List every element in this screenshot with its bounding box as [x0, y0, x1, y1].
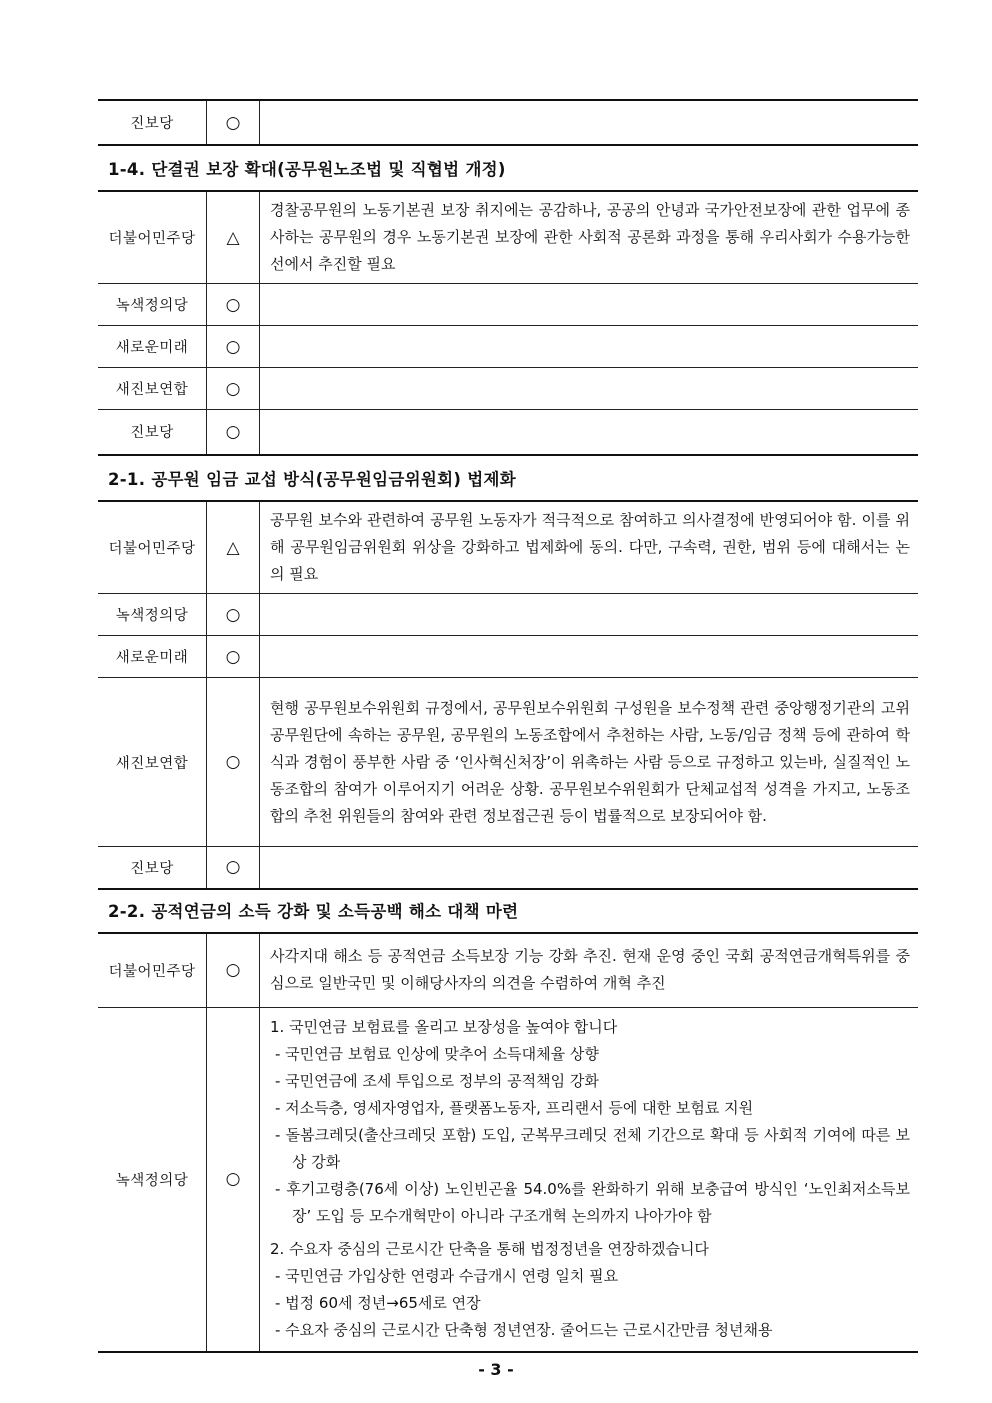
stance-detail: [260, 636, 919, 678]
party-name: 진보당: [98, 410, 207, 455]
stance-mark: ○: [207, 678, 260, 847]
list-item: - 후기고령층(76세 이상) 노인빈곤율 54.0%를 완화하기 위해 보충급여 방식인 ‘노인최저소득보장’ 도입 등 모수개혁만이 아니라 구조개혁 논의까지 나아가야 함: [275, 1180, 910, 1226]
page-number: - 3 -: [478, 1360, 514, 1379]
table-row: [98, 636, 918, 678]
pension-item-2: 2. 수요자 중심의 근로시간 단축을 통해 법정정년을 연장하겠습니다: [270, 1240, 709, 1259]
stance-mark: ○: [207, 284, 260, 326]
list-item: - 국민연금 보험료 인상에 맞추어 소득대체율 상향: [275, 1045, 599, 1064]
stance-mark: △: [207, 501, 260, 594]
party-name: 더불어민주당: [98, 933, 207, 1007]
stance-mark: ○: [207, 326, 260, 368]
party-name: 녹색정의당: [98, 284, 207, 326]
section-title-1-4: 1-4. 단결권 보장 확대(공무원노조법 및 직협법 개정): [108, 160, 506, 179]
pension-item-1: 1. 국민연금 보험료를 올리고 보장성을 높여야 합니다: [270, 1018, 618, 1037]
stance-detail: [260, 368, 919, 410]
stance-mark: ○: [207, 100, 260, 145]
stance-detail: 현행 공무원보수위원회 규정에서, 공무원보수위원회 구성원을 보수정책 관련 중앙행정기관의 고위공무원단에 속하는 공무원, 공무원의 노동조합에서 추천하는 사람, 노동/임금 정책 등에 관하여 학식과 경험이 풍부한 사람 중 ‘인사혁신처장’이 위촉하는 사람 등으로 규정하고 있는바, 실질적인 노동조합의 참여가 이루어지기 어려운 상황. 공무원보수위원회가 단체교섭적 성격을 가지고, 노동조합의 추천 위원들의 참여와 관련 정보접근권 등이 법률적으로 보장되어야 함.: [260, 678, 919, 847]
stance-mark: ○: [207, 847, 260, 889]
list-item: - 법정 60세 정년→65세로 연장: [275, 1294, 481, 1313]
stance-mark: △: [207, 191, 260, 284]
list-item: - 국민연금에 조세 투입으로 정부의 공적책임 강화: [275, 1072, 599, 1091]
list-item: - 돌봄크레딧(출산크레딧 포함) 도입, 군복무크레딧 전체 기간으로 확대 등 사회적 기여에 따른 보상 강화: [275, 1126, 910, 1172]
party-name: 새로운미래: [98, 326, 207, 368]
list-item: - 저소득층, 영세자영업자, 플랫폼노동자, 프리랜서 등에 대한 보험료 지원: [275, 1099, 754, 1118]
stance-detail: 경찰공무원의 노동기본권 보장 취지에는 공감하나, 공공의 안녕과 국가안전보장에 관한 업무에 종사하는 공무원의 경우 노동기본권 보장에 관한 사회적 공론화 과정을 통해 우리사회가 수용가능한 선에서 추진할 필요: [260, 191, 919, 284]
party-name: 더불어민주당: [98, 191, 207, 284]
stance-mark: ○: [207, 933, 260, 1007]
table-row: [98, 284, 918, 326]
policy-table-2-1: [98, 500, 918, 890]
stance-mark: ○: [207, 1007, 260, 1352]
table-row: [98, 847, 918, 889]
table-row: [98, 594, 918, 636]
stance-mark: ○: [207, 368, 260, 410]
table-row: [98, 191, 918, 284]
table-row: [98, 368, 918, 410]
party-name: 새로운미래: [98, 636, 207, 678]
stance-detail: [260, 847, 919, 889]
stance-mark: ○: [207, 636, 260, 678]
party-name: 녹색정의당: [98, 594, 207, 636]
table-row: [98, 933, 918, 1007]
table-row: [98, 100, 918, 145]
policy-table-1-4: [98, 190, 918, 456]
stance-mark: ○: [207, 594, 260, 636]
table-row: [98, 326, 918, 368]
stance-detail: 사각지대 해소 등 공적연금 소득보장 기능 강화 추진. 현재 운영 중인 국회 공적연금개혁특위를 중심으로 일반국민 및 이해당사자의 의견을 수렴하여 개혁 추진: [260, 933, 919, 1007]
party-name: 녹색정의당: [98, 1007, 207, 1352]
table-row: [98, 678, 918, 847]
list-item: - 국민연금 가입상한 연령과 수급개시 연령 일치 필요: [275, 1267, 619, 1286]
policy-table-2-2: [98, 932, 918, 1353]
stance-detail: [260, 594, 919, 636]
section-title-2-2: 2-2. 공적연금의 소득 강화 및 소득공백 해소 대책 마련: [108, 902, 519, 921]
stance-detail: [260, 326, 919, 368]
party-name: 더불어민주당: [98, 501, 207, 594]
party-name: 진보당: [98, 100, 207, 145]
stance-detail: [260, 410, 919, 455]
table-row: [98, 1007, 918, 1352]
policy-table-continued: [98, 99, 918, 146]
stance-detail: [260, 284, 919, 326]
stance-detail: [260, 100, 919, 145]
stance-mark: ○: [207, 410, 260, 455]
party-name: 새진보연합: [98, 678, 207, 847]
table-row: [98, 410, 918, 455]
party-name: 진보당: [98, 847, 207, 889]
party-name: 새진보연합: [98, 368, 207, 410]
list-item: - 수요자 중심의 근로시간 단축형 정년연장. 줄어드는 근로시간만큼 청년채용: [275, 1321, 773, 1340]
table-row: [98, 501, 918, 594]
stance-detail: 공무원 보수와 관련하여 공무원 노동자가 적극적으로 참여하고 의사결정에 반영되어야 함. 이를 위해 공무원임금위원회 위상을 강화하고 법제화에 동의. 다만, 구속력, 권한, 범위 등에 대해서는 논의 필요: [260, 501, 919, 594]
section-title-2-1: 2-1. 공무원 임금 교섭 방식(공무원임금위원회) 법제화: [108, 470, 516, 489]
stance-detail: [260, 1007, 919, 1352]
